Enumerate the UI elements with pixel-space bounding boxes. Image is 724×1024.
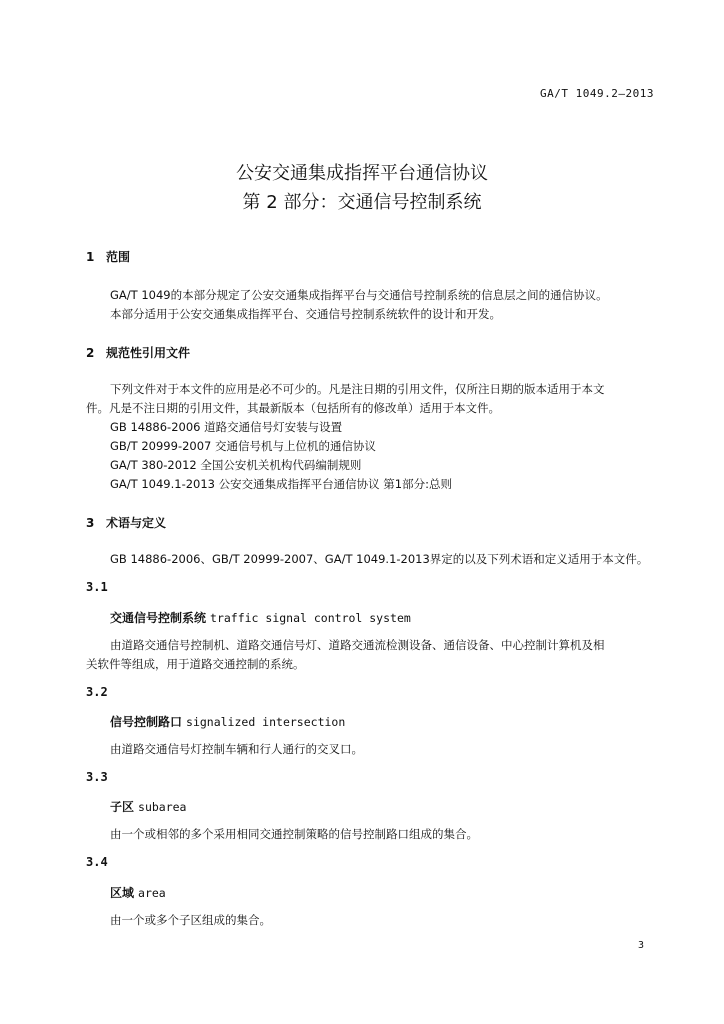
- reference-item: GB 14886-2006 道路交通信号灯安装与设置: [110, 420, 343, 434]
- paragraph: GB 14886-2006、GB/T 20999-2007、GA/T 1049.1-2013界定的以及下列术语和定义适用于本文件。: [110, 552, 649, 566]
- paragraph: 本部分适用于公安交通集成指挥平台、交通信号控制系统软件的设计和开发。: [110, 307, 501, 321]
- section-title: 范围: [106, 250, 131, 264]
- document-subtitle: 第 2 部分：交通信号控制系统: [242, 192, 482, 213]
- term-en: traffic signal control system: [210, 611, 411, 625]
- term-name: [110, 798, 186, 815]
- reference-item: GA/T 1049.1-2013 公安交通集成指挥平台通信协议 第1部分:总则: [110, 477, 452, 491]
- section-number: 2: [86, 346, 95, 360]
- term-zh: 区域: [110, 886, 135, 900]
- section-heading-scope: [86, 248, 130, 265]
- document-title: 公安交通集成指挥平台通信协议: [236, 163, 488, 184]
- section-title: 术语与定义: [106, 516, 167, 530]
- term-definition: 关软件等组成，用于道路交通控制的系统。: [86, 657, 305, 671]
- paragraph: GA/T 1049的本部分规定了公安交通集成指挥平台与交通信号控制系统的信息层之间的通信协议。: [110, 288, 608, 302]
- term-en: signalized intersection: [186, 715, 346, 729]
- term-name: [110, 609, 411, 626]
- document-code: GA/T 1049.2—2013: [540, 87, 654, 100]
- section-number: 3: [86, 516, 95, 530]
- term-number: 3.4: [86, 855, 108, 869]
- term-definition: 由一个或相邻的多个采用相同交通控制策略的信号控制路口组成的集合。: [110, 827, 478, 841]
- section-heading-normative-references: [86, 344, 190, 361]
- term-en: subarea: [138, 800, 187, 814]
- term-number: 3.1: [86, 580, 108, 594]
- term-zh: 子区: [110, 800, 135, 814]
- term-name: [110, 713, 345, 730]
- reference-item: GB/T 20999-2007 交通信号机与上位机的通信协议: [110, 439, 377, 453]
- page-number: 3: [637, 940, 644, 951]
- section-heading-terms: [86, 514, 166, 531]
- paragraph: 下列文件对于本文件的应用是必不可少的。凡是注日期的引用文件，仅所注日期的版本适用于本文: [110, 382, 605, 396]
- term-zh: 信号控制路口: [110, 715, 183, 729]
- term-name: [110, 884, 166, 901]
- term-en: area: [138, 886, 166, 900]
- paragraph: 件。凡是不注日期的引用文件，其最新版本（包括所有的修改单）适用于本文件。: [86, 401, 500, 415]
- term-zh: 交通信号控制系统: [110, 611, 207, 625]
- term-definition: 由一个或多个子区组成的集合。: [110, 913, 271, 927]
- term-definition: 由道路交通信号控制机、道路交通信号灯、道路交通流检测设备、通信设备、中心控制计算机及相: [110, 638, 605, 652]
- section-title: 规范性引用文件: [106, 346, 191, 360]
- term-number: 3.3: [86, 770, 108, 784]
- term-number: 3.2: [86, 685, 108, 699]
- section-number: 1: [86, 250, 95, 264]
- term-definition: 由道路交通信号灯控制车辆和行人通行的交叉口。: [110, 742, 363, 756]
- reference-item: GA/T 380-2012 全国公安机关机构代码编制规则: [110, 458, 362, 472]
